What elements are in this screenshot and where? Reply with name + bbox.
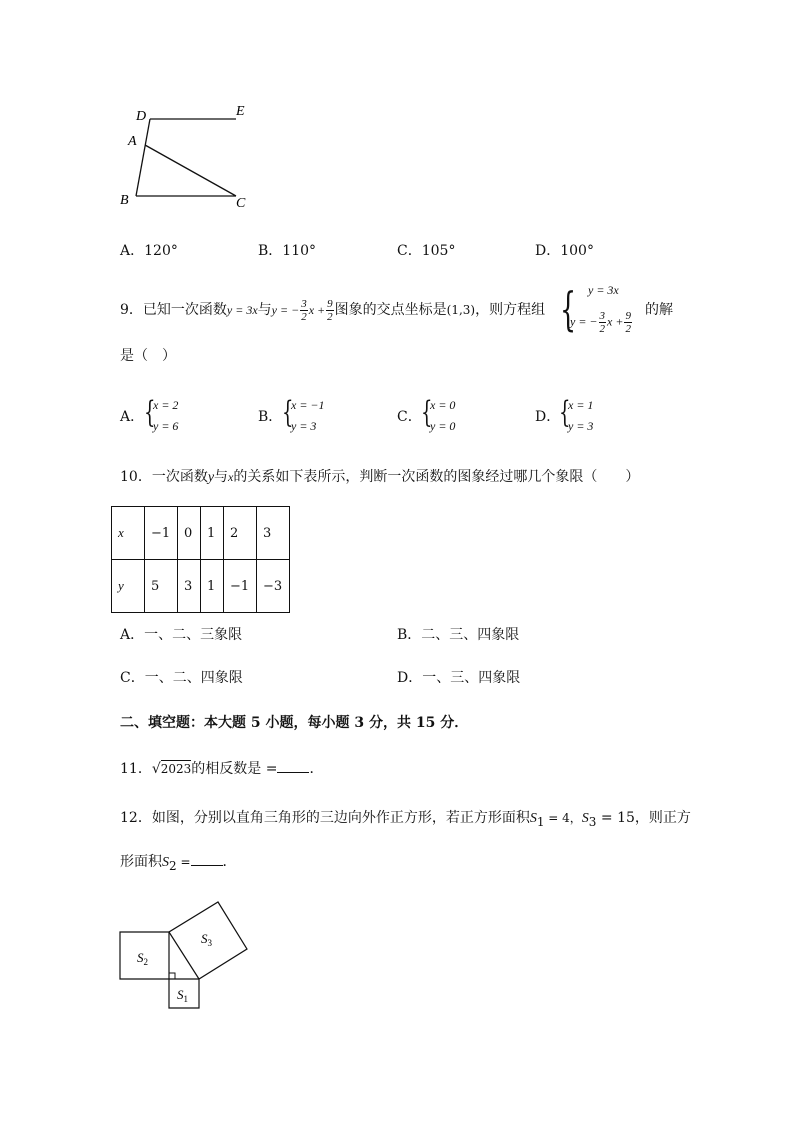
option-text: 一、二、三象限 [144, 627, 243, 643]
option-label: B． [397, 627, 422, 643]
q9-text-3: 图象的交点坐标是 [334, 302, 447, 318]
option-value: 100° [560, 243, 594, 259]
option-label: A． [120, 243, 145, 259]
table-cell: 5 [145, 560, 178, 613]
numerator: 9 [327, 297, 333, 310]
answer-blank[interactable] [191, 851, 223, 866]
q9-fraction-9-2 [326, 298, 334, 323]
q8-option-b[interactable] [258, 241, 316, 261]
label-B: B [120, 193, 129, 208]
denominator: 2 [301, 310, 307, 323]
q9-system-line-1: y = 3x [588, 283, 619, 297]
q12-text-2: 形面积 [120, 854, 162, 870]
label-E: E [236, 104, 245, 119]
q9-option-c-y: y = 0 [430, 419, 456, 433]
q9-option-a-x: x = 2 [153, 398, 179, 412]
q9-option-d-x: x = 1 [568, 398, 594, 412]
q9-text-5: 的解 [645, 302, 673, 318]
q9-option-c-x: x = 0 [430, 398, 456, 412]
denominator: 2 [327, 310, 333, 323]
option-label: D． [535, 409, 561, 425]
question-number: 11． [120, 761, 152, 777]
q9-option-c[interactable] [397, 407, 422, 427]
sqrt-radicand: 2023 [160, 762, 192, 776]
label-s2: $S_2$ [137, 950, 148, 967]
system-line-2-pre: y = − [570, 314, 598, 329]
option-label: D． [535, 243, 561, 259]
question-number: 9． [120, 302, 143, 318]
label-D: D [136, 109, 147, 124]
option-label: C． [397, 409, 422, 425]
option-text: 一、二、四象限 [144, 670, 243, 686]
numerator: 9 [625, 310, 631, 322]
denominator: 2 [599, 323, 606, 335]
right-angle-mark [169, 973, 175, 979]
table-cell: −1 [145, 507, 178, 560]
table-cell: 1 [201, 560, 224, 613]
answer-blank[interactable] [277, 758, 309, 773]
q9-system-line-2 [570, 310, 633, 335]
q10-value-table [111, 506, 290, 613]
option-label: A． [120, 409, 145, 425]
q9-option-d-brace: { [559, 395, 571, 430]
question-number: 10． [120, 469, 152, 485]
q10-var-y: y [207, 470, 215, 485]
q10-text-2: 与 [214, 469, 229, 485]
q9-fraction-3-2 [300, 298, 308, 323]
q9-option-a-y: y = 6 [153, 419, 179, 433]
option-text: 二、三、四象限 [421, 627, 520, 643]
sqrt-sign: √ [151, 761, 161, 777]
label-s3: $S_3$ [201, 931, 212, 948]
table-cell: −3 [257, 560, 290, 613]
q11-end: ． [309, 761, 324, 777]
option-label: C． [120, 670, 145, 686]
q10-text-1: 一次函数 [151, 469, 208, 485]
option-label: B． [258, 243, 283, 259]
numerator: 3 [301, 297, 307, 310]
q12-s2: S [162, 855, 169, 870]
table-row-y [112, 560, 290, 613]
q10-option-b[interactable] [397, 625, 519, 645]
q9-system-brace: { [560, 282, 577, 336]
option-label: C． [397, 243, 422, 259]
q12-s3: S [581, 811, 589, 826]
q12-s1: S [529, 811, 537, 826]
q12-text-1: 如图，分别以直角三角形的三边向外作正方形，若正方形面积 [151, 810, 530, 826]
option-value: 110° [282, 243, 317, 259]
q12-s3-sub: 3 [588, 814, 597, 829]
q12-s2-sub: 2 [169, 858, 177, 873]
q9-function-2-mid: x + [308, 303, 326, 317]
q12-eq1: = 4， [544, 811, 582, 825]
option-value: 120° [144, 243, 178, 259]
q12-eq3: = 15，则正方 [596, 810, 691, 826]
q9-point: (1,3) [446, 303, 476, 317]
section-2-title: 二、填空题：本大题 5 小题，每小题 3 分，共 15 分． [120, 715, 469, 731]
label-A: A [128, 134, 137, 149]
square-s2 [120, 932, 169, 979]
q10-stem [120, 467, 639, 488]
q9-option-d-y: y = 3 [568, 419, 594, 433]
table-cell: 1 [201, 507, 224, 560]
q9-option-d[interactable] [535, 407, 560, 427]
denominator: 2 [625, 323, 631, 335]
q9-stem [120, 296, 545, 324]
q9-option-b-x: x = −1 [291, 398, 325, 412]
q11-stem [120, 758, 323, 779]
q9-text-1: 已知一次函数 [142, 302, 227, 318]
q10-option-c[interactable] [120, 668, 243, 688]
q12-s1-sub: 1 [536, 814, 545, 829]
q9-option-a-brace: { [144, 395, 156, 430]
q8-option-c[interactable] [397, 241, 455, 261]
system-fraction-9-2 [624, 310, 632, 335]
q9-option-a[interactable] [120, 407, 144, 427]
option-label: A． [120, 627, 145, 643]
q9-option-b-brace: { [282, 395, 294, 430]
q12-end: ． [222, 854, 237, 870]
table-row-x [112, 507, 290, 560]
q9-function-2-pre: y = − [271, 303, 300, 317]
numerator: 3 [599, 310, 606, 322]
table-cell: 3 [257, 507, 290, 560]
option-label: B． [258, 409, 283, 425]
q9-option-b-y: y = 3 [291, 419, 317, 433]
table-head-x: x [112, 507, 145, 560]
q12-squares-figure [115, 895, 255, 1015]
table-cell: 2 [224, 507, 257, 560]
q9-text-2: 与 [257, 302, 272, 318]
option-text: 一、三、四象限 [422, 670, 521, 686]
q9-function-1: y = 3x [226, 303, 258, 317]
q10-option-a[interactable] [120, 625, 242, 645]
q10-text-3: 的关系如下表所示，判断一次函数的图象经过哪几个象限（ ） [233, 469, 640, 485]
segment-AC [145, 145, 236, 196]
table-cell: −1 [224, 560, 257, 613]
q9-option-c-brace: { [421, 395, 433, 430]
q8-option-a[interactable] [120, 241, 178, 261]
q9-text-4: ，则方程组 [475, 302, 546, 318]
q10-option-d[interactable] [397, 668, 520, 688]
q10-var-x: x [228, 470, 234, 484]
system-fraction-3-2 [599, 310, 607, 335]
q8-geometry-figure [110, 98, 260, 213]
label-C: C [236, 196, 246, 211]
label-s1: $S_1$ [177, 987, 188, 1004]
q12-stem-line-2 [120, 851, 237, 876]
question-number: 12． [120, 810, 152, 826]
table-cell: 3 [178, 560, 201, 613]
q8-option-d[interactable] [535, 241, 594, 261]
q9-stem-line-2: 是（ ） [120, 348, 176, 364]
option-label: D． [397, 670, 423, 686]
q12-eq2: = [176, 855, 191, 869]
q9-option-b[interactable] [258, 407, 282, 427]
option-value: 105° [421, 243, 456, 259]
q11-text: 的相反数是 = [191, 761, 278, 777]
table-head-y: y [112, 560, 145, 613]
system-line-2-mid: x + [607, 314, 624, 329]
q12-stem [120, 808, 691, 832]
segment-DB [136, 119, 150, 196]
table-cell: 0 [178, 507, 201, 560]
